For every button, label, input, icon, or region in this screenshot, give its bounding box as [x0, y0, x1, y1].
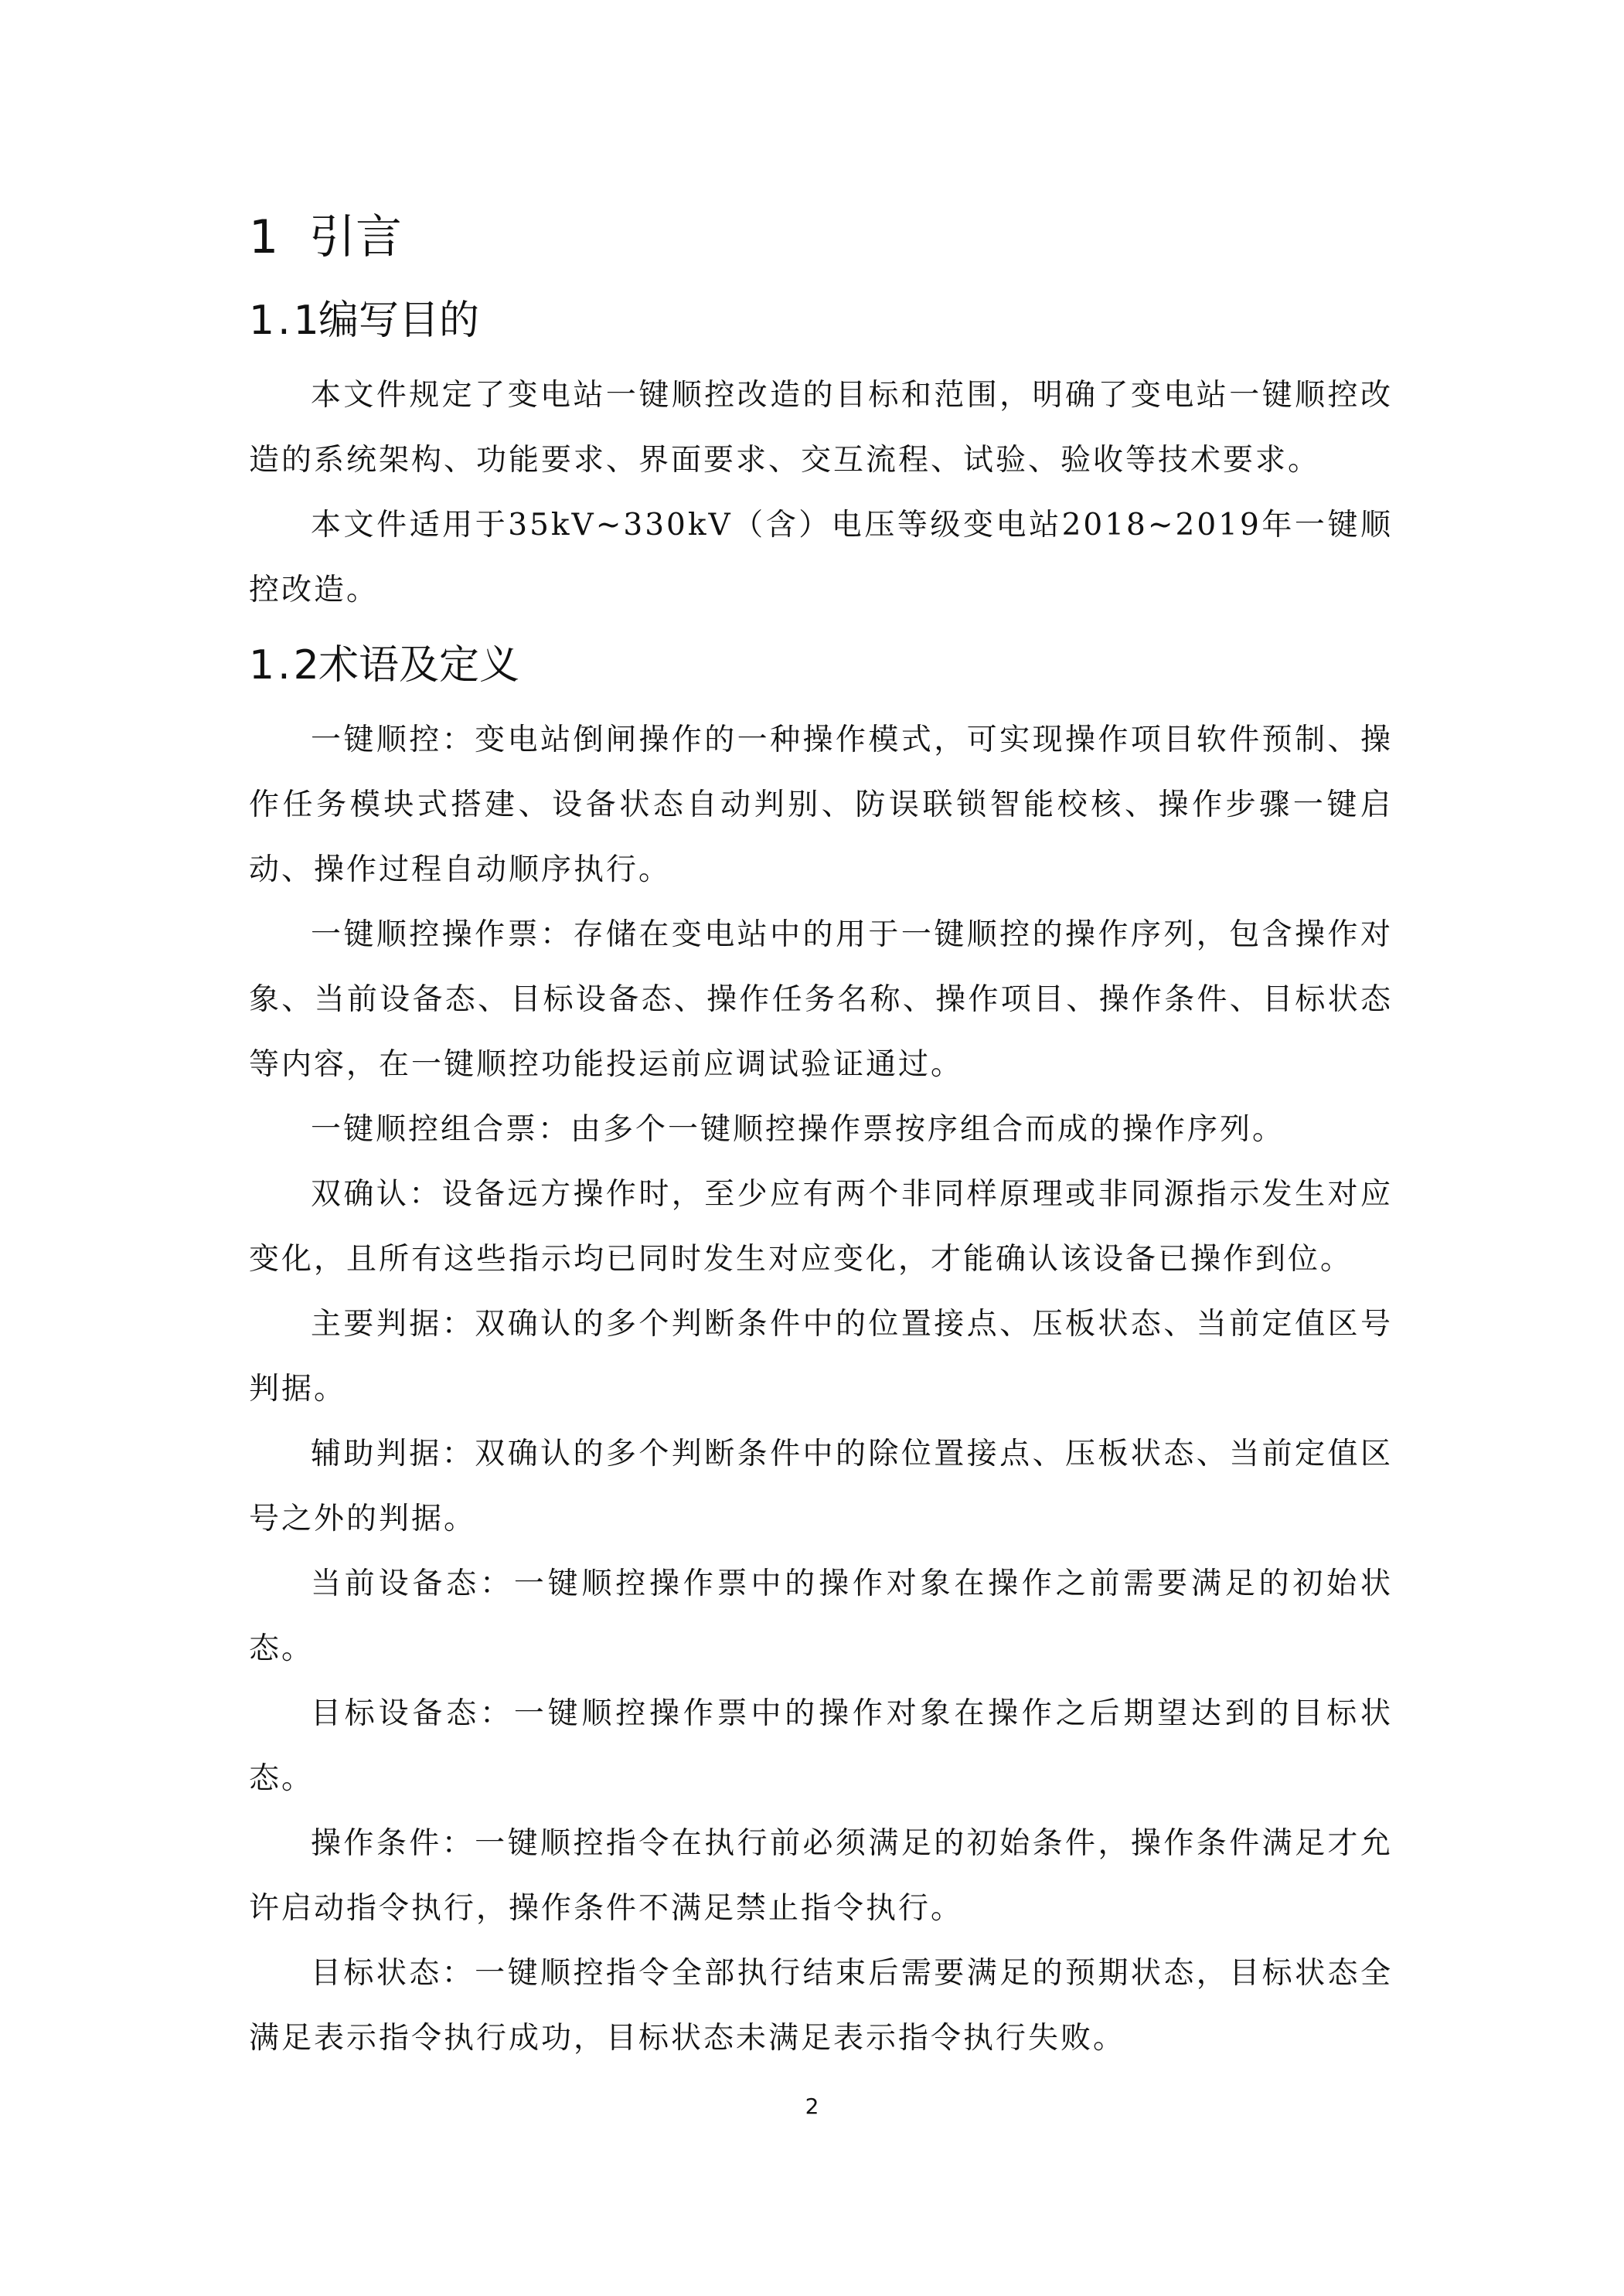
section-1-2-heading	[249, 634, 1393, 697]
definition-target-device-state: 目标设备态：一键顺控操作票中的操作对象在操作之后期望达到的目标状态。	[249, 1696, 1393, 1796]
definition-one-key-sequence-control: 一键顺控：变电站倒闸操作的一种操作模式，可实现操作项目软件预制、操作任务模块式搭建、设备状态自动判别、防误联锁智能校核、操作步骤一键启动、操作过程自动顺序执行。	[249, 723, 1393, 887]
page-number: 2	[805, 2094, 819, 2119]
page-content	[249, 202, 1393, 2071]
section-1-heading	[249, 202, 1393, 272]
definition-main-criteria: 主要判据：双确认的多个判断条件中的位置接点、压板状态、当前定值区号判据。	[249, 1307, 1393, 1407]
definition-operation-ticket: 一键顺控操作票：存储在变电站中的用于一键顺控的操作序列，包含操作对象、当前设备态、目标设备态、操作任务名称、操作项目、操作条件、目标状态等内容，在一键顺控功能投运前应调试验证通过。	[249, 917, 1393, 1082]
section-1-1-heading	[249, 289, 1393, 352]
section-1-1-title: 编写目的	[318, 298, 480, 344]
section-1-title: 引言	[309, 210, 402, 264]
definition-target-status: 目标状态：一键顺控指令全部执行结束后需要满足的预期状态，目标状态全满足表示指令执行成功，目标状态未满足表示指令执行失败。	[249, 1956, 1393, 2056]
section-1-number: 1	[249, 210, 279, 264]
definition-auxiliary-criteria: 辅助判据：双确认的多个判断条件中的除位置接点、压板状态、当前定值区号之外的判据。	[249, 1437, 1393, 1536]
section-1-1-number: 1.1	[249, 298, 322, 344]
definition-double-confirmation: 双确认：设备远方操作时，至少应有两个非同样原理或非同源指示发生对应变化，且所有这些指示均已同时发生对应变化，才能确认该设备已操作到位。	[249, 1177, 1393, 1277]
definition-current-device-state: 当前设备态：一键顺控操作票中的操作对象在操作之前需要满足的初始状态。	[249, 1566, 1393, 1666]
section-1-2-title: 术语及定义	[318, 642, 520, 689]
section-1-2-number: 1.2	[249, 642, 322, 689]
purpose-paragraph-scope: 本文件规定了变电站一键顺控改造的目标和范围，明确了变电站一键顺控改造的系统架构、功能要求、界面要求、交互流程、试验、验收等技术要求。	[249, 378, 1393, 478]
definition-combined-ticket: 一键顺控组合票：由多个一键顺控操作票按序组合而成的操作序列。	[311, 1112, 1285, 1147]
purpose-paragraph-applicability: 本文件适用于35kV~330kV（含）电压等级变电站2018~2019年一键顺控改造。	[249, 508, 1393, 607]
definition-operation-condition: 操作条件：一键顺控指令在执行前必须满足的初始条件，操作条件满足才允许启动指令执行，操作条件不满足禁止指令执行。	[249, 1826, 1393, 1926]
